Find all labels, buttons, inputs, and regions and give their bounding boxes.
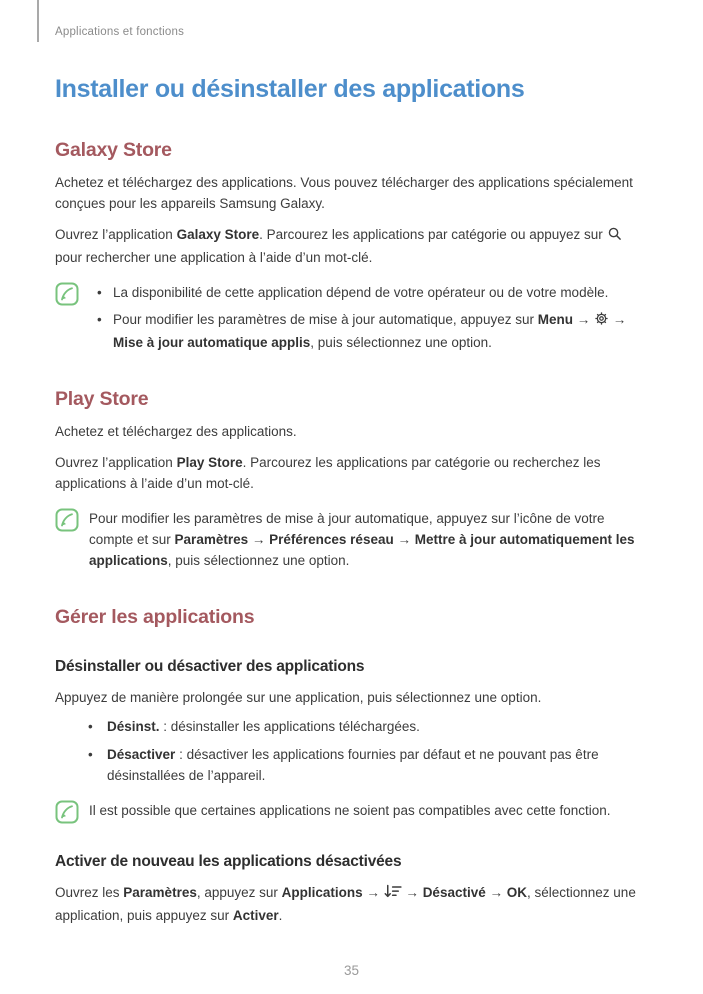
note-body: [89, 281, 650, 353]
section-heading-gerer: Gérer les applications: [55, 606, 255, 628]
manage-paragraph-1: Appuyez de manière prolongée sur une application, puis sélectionnez une option.: [55, 690, 542, 705]
text-segment: . Parcourez les applications par catégorie ou appuyez sur: [259, 227, 607, 242]
text-segment: : désinstaller les applications téléchargées.: [159, 719, 420, 734]
note-bullet-list: [89, 282, 650, 353]
bold-activer: Activer: [232, 908, 279, 923]
arrow-glyph: →: [485, 885, 507, 900]
note-bullet-availability: • La disponibilité de cette application dépend de votre opérateur ou de votre modèle.: [89, 282, 650, 303]
note-compatibility: [55, 799, 650, 824]
text-segment: , puis sélectionnez une option.: [310, 335, 492, 350]
bold-preferences-reseau: Préférences réseau: [269, 532, 394, 547]
bold-desactiver: Désactiver: [107, 747, 176, 762]
bold-applications: Applications: [281, 885, 363, 900]
arrow-glyph: →: [608, 312, 627, 327]
note-play-store: [55, 507, 650, 571]
play-store-paragraph-1: Achetez et téléchargez des applications.: [55, 424, 297, 439]
text-segment: Ouvrez l’application: [55, 455, 177, 470]
text-segment: Pour modifier les paramètres de mise à jour automatique, appuyez sur: [113, 312, 538, 327]
text-segment: , sélectionnez une application, puis appuyez sur: [55, 885, 636, 923]
bold-mettre-a-jour: Mettre à jour automatiquement les applications: [89, 532, 635, 568]
text-segment: Ouvrez l’application: [55, 227, 177, 242]
note-pen-icon: [55, 282, 79, 306]
text-segment: .: [278, 908, 283, 923]
text-segment: , puis sélectionnez une option.: [167, 553, 350, 568]
text-segment: Ouvrez les: [55, 885, 124, 900]
bold-desactive: Désactivé: [422, 885, 486, 900]
sub-heading-activer: Activer de nouveau les applications désactivées: [55, 853, 402, 870]
bold-galaxy-store: Galaxy Store: [176, 227, 260, 242]
galaxy-store-paragraph-2: [55, 224, 650, 268]
text-segment: Pour modifier les paramètres de mise à jour automatique, appuyez sur l’icône de votre compte et sur: [89, 511, 605, 547]
play-store-paragraph-2: [55, 452, 650, 494]
note-body: [89, 507, 650, 571]
note-pen-icon: [55, 508, 79, 532]
bold-desinst: Désinst.: [107, 719, 160, 734]
page-title: Installer ou désinstaller des applications: [55, 75, 525, 103]
text-segment: : désactiver les applications fournies par défaut et ne pouvant pas être désinstallées de l’appareil.: [107, 747, 599, 783]
arrow-glyph: →: [393, 532, 415, 547]
arrow-glyph: →: [248, 532, 270, 547]
arrow-glyph: →: [401, 885, 423, 900]
galaxy-store-paragraph-1: Achetez et téléchargez des applications. Vous pouvez télécharger des applications spécialement conçues pour les appareils Samsung Galaxy.: [55, 175, 633, 211]
note-bullet-auto-update: [89, 309, 650, 353]
text-segment: . Parcourez les applications par catégorie ou recherchez les applications à l’aide d’un mot-clé.: [55, 455, 601, 491]
arrow-glyph: →: [572, 312, 594, 327]
bold-auto-update-apps: Mise à jour automatique applis: [113, 335, 311, 350]
bold-parametres: Paramètres: [123, 885, 197, 900]
bold-ok: OK: [506, 885, 527, 900]
search-icon: [607, 226, 622, 247]
settings-gear-icon: [594, 311, 609, 332]
arrow-glyph: →: [362, 885, 384, 900]
bold-menu: Menu: [537, 312, 573, 327]
breadcrumb: Applications et fonctions: [55, 26, 185, 38]
page-number: 35: [343, 963, 360, 978]
bold-parametres: Paramètres: [174, 532, 249, 547]
section-heading-galaxy-store: Galaxy Store: [55, 139, 172, 161]
bullet-desactiver: [55, 744, 650, 786]
section-heading-play-store: Play Store: [55, 388, 149, 410]
text-segment: , appuyez sur: [196, 885, 282, 900]
sort-list-icon: [384, 884, 402, 905]
sub-heading-desinstaller: Désinstaller ou désactiver des applications: [55, 658, 365, 675]
page-corner-rule: [37, 0, 39, 42]
text-segment: pour rechercher une application à l’aide d’un mot-clé.: [55, 250, 373, 265]
bold-play-store: Play Store: [176, 455, 243, 470]
manage-bullet-list: [55, 716, 650, 786]
note-galaxy-store: [55, 281, 650, 353]
bullet-desinst: [55, 716, 650, 737]
note-body: Il est possible que certaines applications ne soient pas compatibles avec cette fonction.: [89, 803, 611, 818]
manage-paragraph-2: [55, 882, 650, 926]
note-pen-icon: [55, 800, 79, 824]
